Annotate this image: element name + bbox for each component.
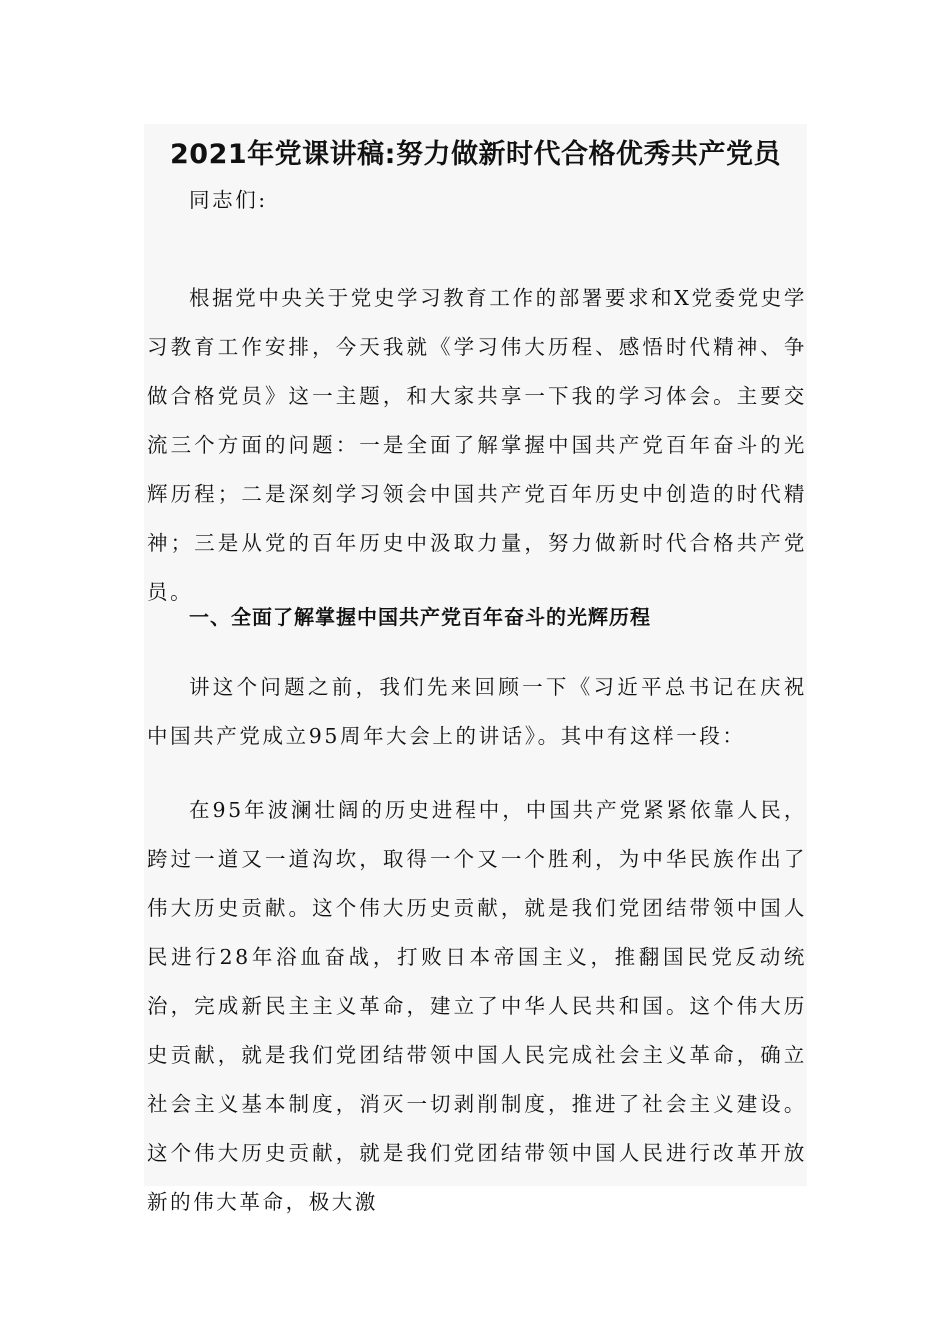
lead-in-paragraph: 讲这个问题之前，我们先来回顾一下《习近平总书记在庆祝中国共产党成立95周年大会上的讲话》。其中有这样一段： (147, 675, 807, 748)
document-title: 2021年党课讲稿:努力做新时代合格优秀共产党员 (170, 139, 781, 170)
salutation: 同志们: (189, 188, 268, 212)
intro-paragraph: 根据党中央关于党史学习教育工作的部署要求和X党委党史学习教育工作安排，今天我就《学习伟大历程、感悟时代精神、争做合格党员》这一主题，和大家共享一下我的学习体会。主要交流三个方面的问题：一是全面了解掌握中国共产党百年奋斗的光辉历程；二是深刻学习领会中国共产党百年历史中创造的时代精神；三是从党的百年历史中汲取力量，努力做新时代合格共产党员。 (147, 286, 807, 604)
section-heading: 一、全面了解掌握中国共产党百年奋斗的光辉历程 (189, 605, 651, 629)
quote-paragraph: 在95年波澜壮阔的历史进程中，中国共产党紧紧依靠人民，跨过一道又一道沟坎，取得一个又一个胜利，为中华民族作出了伟大历史贡献。这个伟大历史贡献，就是我们党团结带领中国人民进行28年浴血奋战，打败日本帝国主义，推翻国民党反动统治，完成新民主主义革命，建立了中华人民共和国。这个伟大历史贡献，就是我们党团结带领中国人民完成社会主义革命，确立社会主义基本制度，消灭一切剥削制度，推进了社会主义建设。这个伟大历史贡献，就是我们党团结带领中国人民进行改革开放新的伟大革命，极大激 (147, 798, 807, 1214)
